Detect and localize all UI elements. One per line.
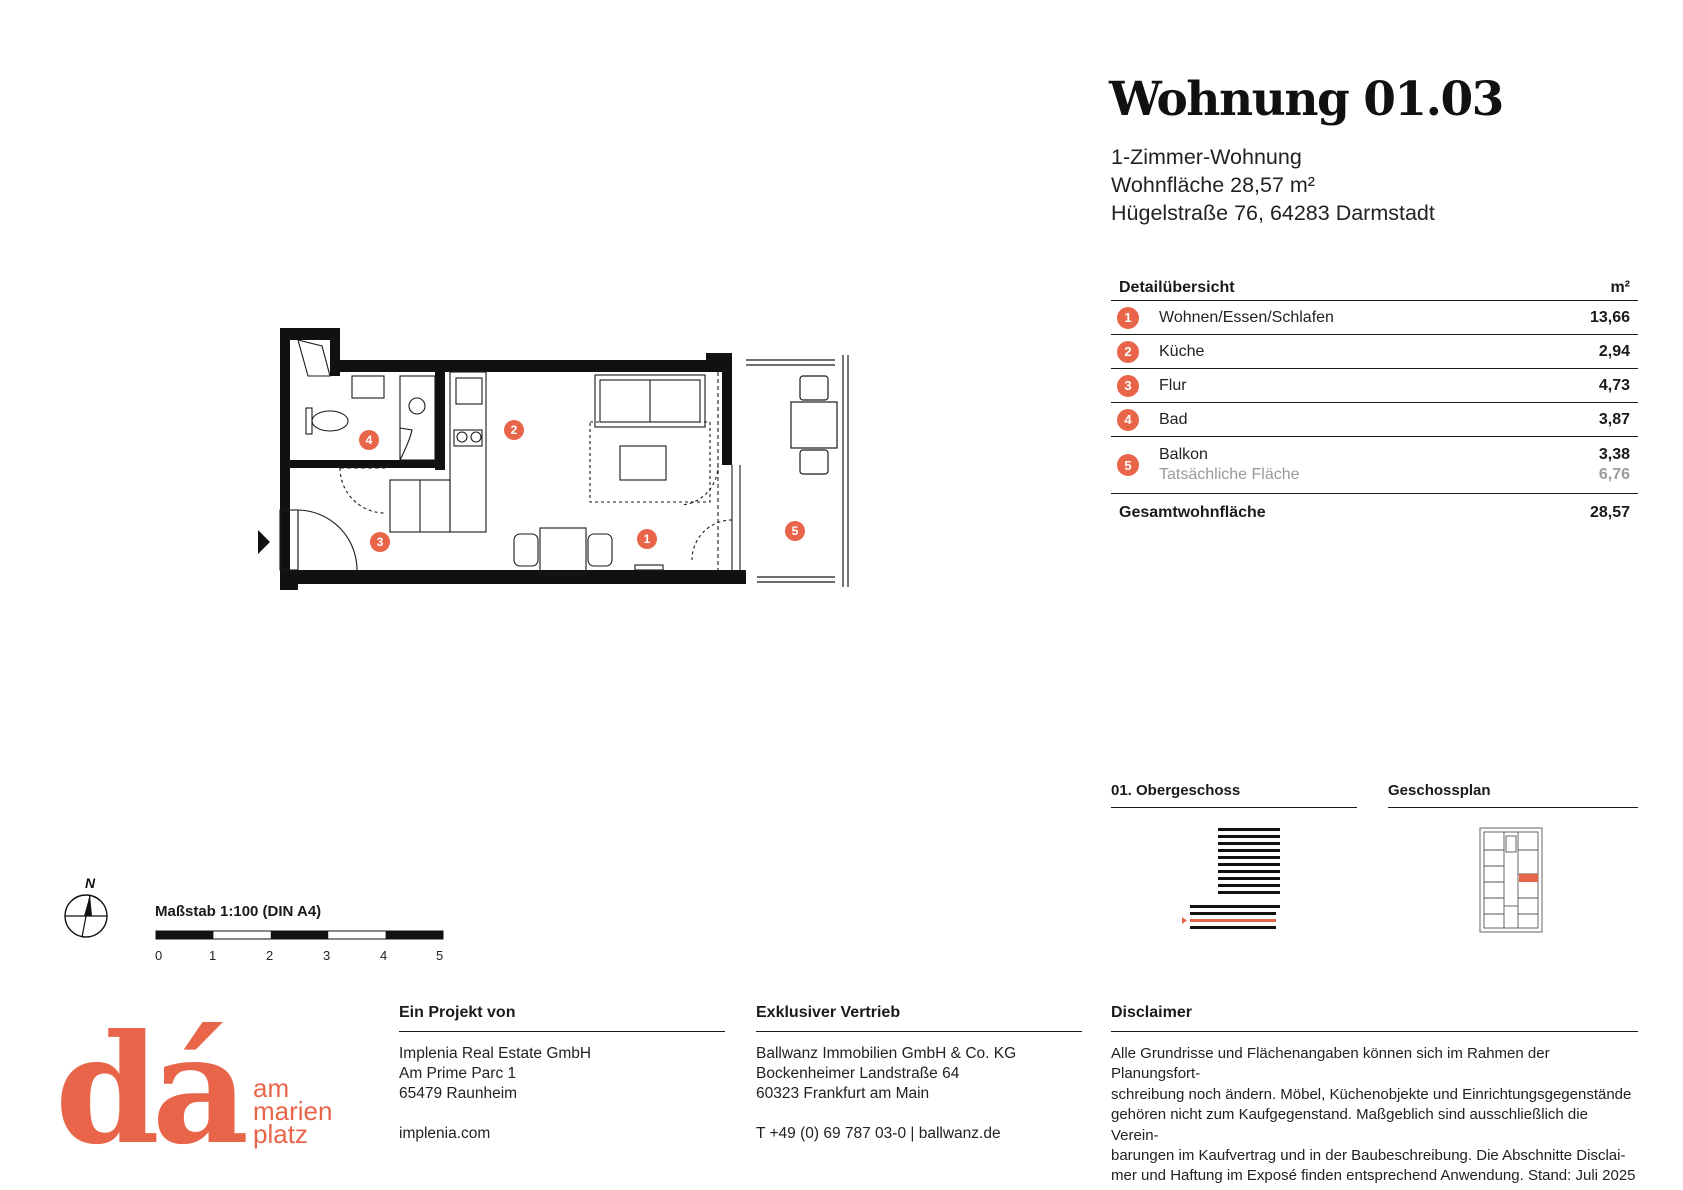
floor-line — [1218, 835, 1280, 838]
total-area: 28,57 — [1589, 504, 1630, 521]
scale-tick-label: 0 — [155, 948, 163, 963]
floor-line — [1190, 912, 1276, 915]
shower — [400, 376, 435, 460]
room-area: 2,94 — [1598, 342, 1630, 360]
floor-line — [1218, 877, 1280, 880]
room-name-actual: Tatsächliche Fläche — [1159, 466, 1300, 483]
table-row — [1111, 301, 1638, 335]
wall-south — [280, 570, 746, 584]
coffee-table — [620, 446, 666, 480]
floor-plan — [250, 320, 860, 600]
floor-line — [1218, 891, 1280, 894]
room-4-label: 4 — [365, 433, 373, 447]
total-row — [1111, 494, 1638, 532]
room-area: 3,87 — [1598, 410, 1630, 428]
room-area: 13,66 — [1589, 308, 1630, 326]
floor-line — [1190, 905, 1280, 908]
kitchen-counter — [450, 372, 486, 532]
room-3-label: 3 — [376, 535, 384, 549]
wall-north — [330, 360, 728, 372]
room-number-badge: 3 — [1117, 375, 1139, 397]
scale-tick-label: 5 — [436, 948, 444, 963]
room-number-badge: 1 — [1117, 307, 1139, 329]
room-5-label: 5 — [791, 524, 799, 538]
logo-word-marien: marien — [253, 1096, 333, 1126]
balcony-door-swing — [692, 520, 732, 560]
room-area: 4,73 — [1598, 376, 1630, 394]
sales-company: Ballwanz Immobilien GmbH & Co. KG — [756, 1045, 1017, 1062]
drain-icon — [409, 398, 425, 414]
disclaimer-line: gehören nicht zum Kaufgegenstand. Maßgeblich sind ausschließlich die Verein- — [1111, 1106, 1588, 1144]
room-2-label: 2 — [510, 423, 518, 437]
disclaimer-line: mer und Haftung im Exposé finden entsprechend Anwendung. Stand: Juli 2025 — [1111, 1167, 1636, 1185]
scale-tick-label: 4 — [380, 948, 388, 963]
detail-unit: m² — [1610, 278, 1630, 296]
disclaimer-heading: Disclaimer — [1111, 1004, 1638, 1032]
floor-line — [1218, 863, 1280, 866]
wall-west — [280, 328, 290, 590]
floor-keyplan — [1478, 826, 1544, 934]
balcony-chair — [800, 450, 828, 474]
bath-door-arc — [340, 468, 385, 513]
detail-table — [1111, 275, 1638, 532]
address: Hügelstraße 76, 64283 Darmstadt — [1111, 201, 1435, 225]
room-name: Flur — [1159, 376, 1187, 394]
current-floor-arrow-icon — [1182, 917, 1187, 924]
logo — [55, 995, 355, 1149]
project-city: 65479 Raunheim — [399, 1085, 518, 1102]
room-number-badge: 5 — [1117, 454, 1139, 476]
floor-line — [1218, 856, 1280, 859]
balcony-table — [791, 402, 837, 448]
floor-line — [1218, 828, 1280, 831]
table-row — [1111, 369, 1638, 403]
unit-highlight — [1519, 874, 1538, 882]
room-area-actual: 6,76 — [1598, 466, 1630, 483]
scale-title: Maßstab 1:100 (DIN A4) — [155, 903, 322, 920]
room-name: Wohnen/Essen/Schlafen — [1159, 308, 1334, 326]
toilet-tank — [306, 408, 312, 434]
dining-chair — [514, 534, 538, 566]
floorplan-section — [1388, 782, 1638, 808]
bed-outline — [590, 422, 710, 502]
dining-chair — [588, 534, 612, 566]
disclaimer-line: Alle Grundrisse und Flächenangaben können sich im Rahmen der Planungsfort- — [1111, 1045, 1550, 1083]
room-1-label: 1 — [643, 532, 651, 546]
logo-mark-text: dá — [55, 1002, 242, 1145]
wall-bath-south — [290, 460, 445, 468]
floor-line — [1218, 849, 1280, 852]
bath-door-swing — [400, 428, 412, 460]
project-website-link[interactable]: implenia.com — [399, 1125, 491, 1142]
sales-city: 60323 Frankfurt am Main — [756, 1085, 930, 1102]
hob-icon — [457, 432, 467, 442]
room-area-main: 3,38 — [1598, 446, 1630, 463]
living-area: Wohnfläche 28,57 m² — [1111, 173, 1315, 197]
disclaimer-text — [1111, 1032, 1638, 1187]
table-row — [1111, 335, 1638, 369]
room-name — [1159, 445, 1599, 485]
sink-icon — [352, 376, 384, 398]
window-swing — [682, 465, 718, 505]
wall-east — [722, 353, 732, 465]
wall-south-corner — [280, 570, 298, 590]
footer-sales — [756, 1004, 1082, 1144]
floor-stack-diagram — [1180, 826, 1285, 936]
disclaimer-line: barungen im Kaufvertrag und in der Baubeschreibung. Die Abschnitte Disclai- — [1111, 1147, 1626, 1165]
project-company: Implenia Real Estate GmbH — [399, 1045, 592, 1062]
logo-wordmark — [253, 1073, 333, 1149]
scale-tick-label: 3 — [323, 948, 331, 963]
scale-bar — [155, 930, 445, 942]
current-floor-line — [1190, 919, 1276, 922]
entry-door-swing — [298, 510, 357, 570]
radiator — [635, 565, 663, 570]
disclaimer-line: schreibung noch ändern. Möbel, Küchenobjekte und Einrichtungsgegenstände — [1111, 1085, 1632, 1103]
floor-line — [1218, 870, 1280, 873]
detail-table-header — [1111, 275, 1638, 301]
floor-line — [1218, 842, 1280, 845]
detail-heading: Detailübersicht — [1119, 278, 1235, 296]
sales-heading: Exklusiver Vertrieb — [756, 1004, 1082, 1032]
project-street: Am Prime Parc 1 — [399, 1065, 517, 1082]
total-label: Gesamtwohnfläche — [1119, 504, 1266, 521]
sales-street: Bockenheimer Landstraße 64 — [756, 1065, 960, 1082]
entry-arrow-icon — [258, 530, 270, 554]
room-number-badge: 4 — [1117, 409, 1139, 431]
scale-tick-label: 1 — [209, 948, 217, 963]
floor-heading: 01. Obergeschoss — [1111, 782, 1357, 808]
compass-north-label: N — [84, 875, 96, 891]
room-number-badge: 2 — [1117, 341, 1139, 363]
hob-icon — [471, 432, 481, 442]
floor-line — [1218, 884, 1280, 887]
page-title: Wohnung 01.03 — [1109, 72, 1503, 127]
table-row — [1111, 437, 1638, 494]
floor-section — [1111, 782, 1357, 808]
compass-icon — [62, 874, 112, 944]
room-area — [1599, 445, 1630, 485]
logo-word-platz: platz — [253, 1119, 308, 1149]
dining-table — [540, 528, 586, 574]
shaft — [298, 340, 330, 376]
apartment-type: 1-Zimmer-Wohnung — [1111, 145, 1302, 169]
floorplan-heading: Geschossplan — [1388, 782, 1638, 808]
project-heading: Ein Projekt von — [399, 1004, 725, 1032]
toilet-icon — [312, 411, 348, 431]
footer-project — [399, 1004, 725, 1144]
floor-line — [1190, 926, 1276, 929]
room-name: Bad — [1159, 410, 1188, 428]
wall-bath-east — [435, 372, 445, 470]
scale-tick-label: 2 — [266, 948, 274, 963]
room-name-main: Balkon — [1159, 446, 1208, 463]
footer-disclaimer — [1111, 1004, 1638, 1187]
table-row — [1111, 403, 1638, 437]
logo-word-am: am — [253, 1073, 290, 1103]
kitchen-sink-icon — [456, 378, 482, 404]
sales-contact[interactable]: T +49 (0) 69 787 03-0 | ballwanz.de — [756, 1125, 1001, 1142]
balcony-chair — [800, 376, 828, 400]
room-name: Küche — [1159, 342, 1205, 360]
